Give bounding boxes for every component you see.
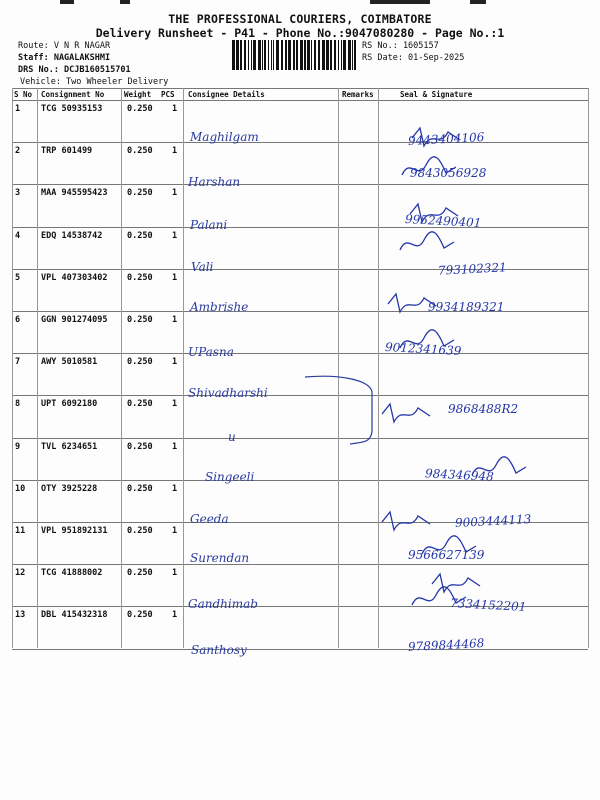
company-title: THE PROFESSIONAL COURIERS, COIMBATORE xyxy=(168,12,432,26)
row-pcs: 1 xyxy=(172,357,178,368)
row-sno: 7 xyxy=(15,357,21,368)
header-sno: S No xyxy=(14,90,33,99)
row-pcs: 1 xyxy=(172,399,178,410)
row-pcs: 1 xyxy=(172,272,178,283)
row-pcs: 1 xyxy=(172,441,178,452)
row-consignee-handwritten: u xyxy=(228,430,236,444)
barcode-bar xyxy=(288,40,291,70)
row-consignment-no: TVL 6234651 xyxy=(41,441,98,452)
row-weight: 0.250 xyxy=(127,146,153,157)
barcode-bar xyxy=(322,40,325,70)
row-consignee-handwritten: Vali xyxy=(191,260,214,274)
row-signature-phone: 9952490401 xyxy=(404,212,482,230)
row-weight: 0.250 xyxy=(127,230,153,241)
barcode-bar xyxy=(318,40,320,70)
row-pcs: 1 xyxy=(172,315,178,325)
signature-scribble-icon xyxy=(386,290,446,318)
row-sno: 13 xyxy=(15,610,26,621)
row-sno: 6 xyxy=(15,315,21,325)
barcode-bar xyxy=(244,40,246,70)
barcode-bar xyxy=(253,40,256,70)
row-pcs: 1 xyxy=(172,610,178,621)
barcode-bar xyxy=(307,40,310,70)
signature-scribble-icon xyxy=(400,155,460,183)
barcode-bar xyxy=(281,40,283,70)
rs-number: RS No.: 1605157 xyxy=(362,41,439,51)
row-signature-phone: 9934189321 xyxy=(428,300,505,314)
row-consignment-no: DBL 415432318 xyxy=(41,610,108,621)
barcode-bar xyxy=(354,40,356,70)
barcode-bar xyxy=(338,40,339,70)
row-consignee-handwritten: Gandhimab xyxy=(188,597,258,611)
table-column-rule xyxy=(378,88,379,648)
header-signature: Seal & Signature xyxy=(400,90,473,99)
row-pcs: 1 xyxy=(172,188,178,199)
row-sno: 4 xyxy=(15,230,21,241)
row-signature-phone: 9843056928 xyxy=(410,166,487,180)
row-consignment-no: AWY 5010581 xyxy=(41,357,98,368)
table-rule xyxy=(12,100,588,101)
row-consignee-handwritten: Santhosy xyxy=(191,643,247,657)
meta-left xyxy=(18,40,168,88)
signature-scribble-icon xyxy=(380,508,440,536)
table-rule xyxy=(12,227,588,228)
signature-scribble-icon xyxy=(410,124,470,152)
barcode-bar xyxy=(334,40,336,70)
bracket-scribble xyxy=(300,372,380,452)
row-consignment-no: TRP 601499 xyxy=(41,146,93,157)
vehicle-label: Vehicle: Two Wheeler Delivery xyxy=(20,77,169,87)
row-consignee-handwritten: Ambrishe xyxy=(190,300,249,314)
barcode-bar xyxy=(273,40,274,70)
row-consignee-handwritten: Singeeli xyxy=(205,470,255,484)
row-signature-phone: 9566627139 xyxy=(408,548,485,562)
table-rule xyxy=(12,649,588,650)
row-consignee-handwritten: Maghilgam xyxy=(190,130,259,144)
barcode-bar xyxy=(262,40,263,70)
row-sno: 5 xyxy=(15,272,21,283)
barcode xyxy=(232,40,358,70)
barcode-bar xyxy=(285,40,287,70)
row-sno: 1 xyxy=(15,104,21,114)
row-weight: 0.250 xyxy=(127,483,153,494)
signature-scribble-icon xyxy=(408,200,468,228)
table-column-rule xyxy=(183,88,184,648)
row-consignee-handwritten: Shivadharshi xyxy=(188,386,268,400)
row-consignee-handwritten: Geeda xyxy=(190,512,229,526)
table-column-rule xyxy=(338,88,339,648)
runsheet-subtitle: Delivery Runsheet - P41 - Phone No.:9047080280 - Page No.:1 xyxy=(95,26,505,40)
row-signature-phone: 7334152201 xyxy=(449,596,527,614)
row-consignment-no: OTY 3925228 xyxy=(41,483,98,494)
row-consignment-no: GGN 901274095 xyxy=(41,315,108,325)
row-signature-phone: 9868488R2 xyxy=(448,402,519,416)
meta-right xyxy=(362,40,464,64)
route-label: Route: V N R NAGAR xyxy=(18,41,111,51)
row-pcs: 1 xyxy=(172,104,178,114)
row-weight: 0.250 xyxy=(127,315,153,325)
barcode-bar xyxy=(352,40,353,70)
table-rule xyxy=(12,142,588,143)
signature-scribble-icon xyxy=(420,534,480,562)
row-sno: 9 xyxy=(15,441,21,452)
row-signature-phone: 793102321 xyxy=(437,260,508,278)
row-weight: 0.250 xyxy=(127,526,153,536)
table-column-rule xyxy=(121,88,122,648)
row-pcs: 1 xyxy=(172,483,178,494)
row-sno: 2 xyxy=(15,146,21,157)
barcode-bar xyxy=(248,40,249,70)
barcode-bar xyxy=(264,40,266,70)
barcode-bar xyxy=(341,40,342,70)
row-pcs: 1 xyxy=(172,230,178,241)
rs-date: RS Date: 01-Sep-2025 xyxy=(362,53,465,63)
row-consignment-no: MAA 945595423 xyxy=(41,188,108,199)
row-consignee-handwritten: UPasna xyxy=(188,345,234,359)
header-consignment: Consignment No xyxy=(41,90,105,99)
row-sno: 10 xyxy=(15,483,26,494)
top-scan-marks xyxy=(0,0,600,6)
staff-label: Staff: NAGALAKSHMI xyxy=(18,53,111,63)
signature-scribble-icon xyxy=(398,230,458,258)
barcode-bar xyxy=(240,40,242,70)
barcode-bar xyxy=(276,40,279,70)
header-weight: Weight xyxy=(124,90,152,99)
barcode-bar xyxy=(236,40,239,70)
signature-scribble-icon xyxy=(398,328,458,356)
barcode-bar xyxy=(326,40,329,70)
row-signature-phone: 9789844468 xyxy=(407,636,485,654)
row-sno: 11 xyxy=(15,526,26,536)
barcode-bar xyxy=(293,40,295,70)
barcode-bar xyxy=(348,40,351,70)
row-consignment-no: VPL 407303402 xyxy=(41,272,108,283)
row-sno: 12 xyxy=(15,568,26,579)
row-weight: 0.250 xyxy=(127,441,153,452)
barcode-bar xyxy=(296,40,298,70)
row-consignment-no: EDQ 14538742 xyxy=(41,230,103,241)
row-signature-phone: 9012341639 xyxy=(384,340,462,358)
row-consignee-handwritten: Harshan xyxy=(188,175,241,189)
row-weight: 0.250 xyxy=(127,188,153,199)
row-pcs: 1 xyxy=(172,568,178,579)
barcode-bar xyxy=(343,40,346,70)
table-rule xyxy=(12,184,588,185)
row-weight: 0.250 xyxy=(127,104,153,114)
row-sno: 8 xyxy=(15,399,21,410)
table-rule xyxy=(12,564,588,565)
barcode-bar xyxy=(251,40,252,70)
row-consignee-handwritten: Surendan xyxy=(190,551,250,565)
signature-scribble-icon xyxy=(410,585,470,613)
barcode-bar xyxy=(268,40,269,70)
row-pcs: 1 xyxy=(172,146,178,157)
signature-scribble-icon xyxy=(380,400,440,428)
row-weight: 0.250 xyxy=(127,610,153,621)
barcode-bar xyxy=(311,40,312,70)
row-weight: 0.250 xyxy=(127,357,153,368)
header-remarks: Remarks xyxy=(342,90,374,99)
row-signature-phone: 9443404106 xyxy=(407,130,485,148)
drs-label: DRS No.: DCJB160515701 xyxy=(18,65,131,75)
barcode-bar xyxy=(300,40,303,70)
barcode-bar xyxy=(304,40,306,70)
row-consignee-handwritten: Palani xyxy=(190,218,228,232)
table-rule xyxy=(12,88,588,89)
header-pcs: PCS xyxy=(161,90,175,99)
table-column-rule xyxy=(588,88,589,648)
row-weight: 0.250 xyxy=(127,272,153,283)
row-weight: 0.250 xyxy=(127,399,153,410)
row-consignment-no: TCG 50935153 xyxy=(41,104,103,114)
row-weight: 0.250 xyxy=(127,568,153,579)
barcode-bar xyxy=(232,40,235,70)
header-consignee: Consignee Details xyxy=(188,90,265,99)
barcode-bar xyxy=(314,40,316,70)
barcode-bar xyxy=(258,40,261,70)
signature-scribble-icon xyxy=(470,455,530,483)
barcode-bar xyxy=(271,40,272,70)
barcode-bar xyxy=(330,40,332,70)
row-pcs: 1 xyxy=(172,526,178,536)
row-signature-phone: 984346948 xyxy=(424,466,495,484)
row-consignment-no: UPT 6092180 xyxy=(41,399,98,410)
row-sno: 3 xyxy=(15,188,21,199)
table-rule xyxy=(12,353,588,354)
table-column-rule xyxy=(37,88,38,648)
row-consignment-no: TCG 41888002 xyxy=(41,568,103,579)
table-column-rule xyxy=(12,88,13,648)
row-signature-phone: 9003444113 xyxy=(454,512,532,530)
row-consignment-no: VPL 951892131 xyxy=(41,526,108,536)
